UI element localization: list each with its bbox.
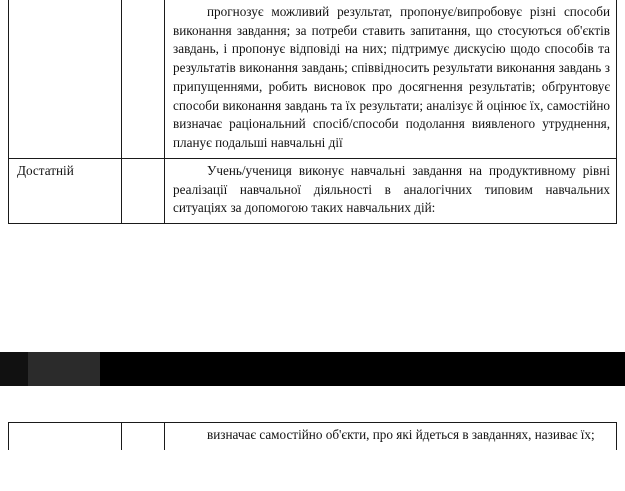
criteria-table-top <box>8 0 617 224</box>
criteria-text-cell <box>165 0 617 158</box>
level-cell: Достатній <box>9 158 122 223</box>
table-row <box>9 423 617 450</box>
marker-cell <box>122 423 165 450</box>
marker-cell <box>122 158 165 223</box>
criteria-paragraph: прогнозує можливий результат, пропонує/випробовує різні способи виконання завдання; за потреби ставить запитання, що стосуються об'єктів завдань, і пропонує відповіді на них; підтримує дискусію щодо способів та результатів виконання завдань; співвідносить результати виконання завдань з припущеннями, робить висновок про досягнення результатів; обґрунтовує способи виконання завдань та їх результати; аналізує й оцінює їх, самостійно визначає раціональний спосіб/способи подолання виявленого утруднення, планує подальші навчальні дії <box>173 4 610 151</box>
criteria-table-bottom <box>8 422 617 450</box>
criteria-paragraph: Учень/учениця виконує навчальні завдання на продуктивному рівні реалізації навчальної діяльності в аналогічних типовим навчальних ситуаціях за допомогою таких навчальних дій: <box>173 162 610 216</box>
level-cell <box>9 0 122 158</box>
scan-shadow-band <box>0 352 625 386</box>
criteria-text-cell <box>165 423 617 450</box>
scan-band-edge-left <box>0 352 28 386</box>
scan-band-highlight <box>28 352 100 386</box>
table-row <box>9 158 617 223</box>
criteria-text-cell <box>165 158 617 223</box>
table-row <box>9 0 617 158</box>
level-cell <box>9 423 122 450</box>
criteria-paragraph: визначає самостійно об'єкти, про які йдеться в завданнях, називає їх; <box>207 427 595 442</box>
doc-table <box>8 0 617 224</box>
marker-cell <box>122 0 165 158</box>
doc-table <box>8 422 617 450</box>
